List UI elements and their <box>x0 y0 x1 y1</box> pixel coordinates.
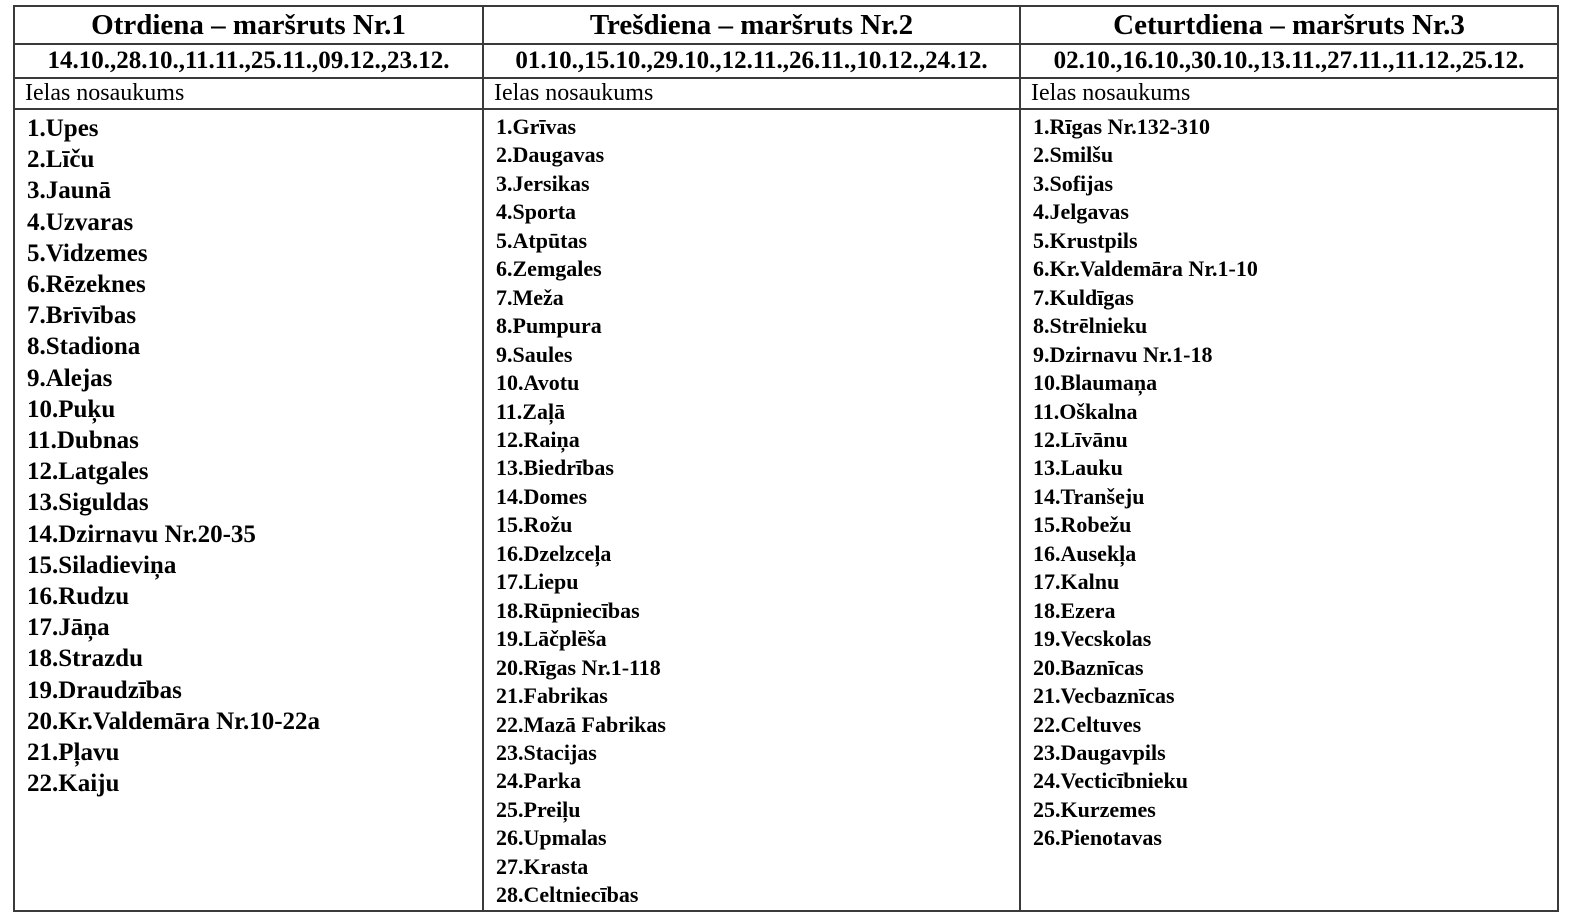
street-item: 16.Ausekļa <box>1033 540 1137 566</box>
street-item: 9.Alejas <box>27 364 113 392</box>
street-item: 22.Mazā Fabrikas <box>496 711 666 737</box>
street-item: 21.Pļavu <box>27 739 120 767</box>
street-item: 4.Uzvaras <box>27 208 134 236</box>
street-item: 21.Fabrikas <box>496 683 608 709</box>
dates-row <box>14 44 1558 78</box>
street-item: 6.Kr.Valdemāra Nr.1-10 <box>1033 256 1258 282</box>
street-item: 12.Latgales <box>27 458 149 486</box>
street-item: 13.Biedrības <box>496 455 614 481</box>
street-item: 1.Upes <box>27 115 99 142</box>
street-item: 1.Rīgas Nr.132-310 <box>1033 114 1211 139</box>
street-item: 15.Siladieviņa <box>27 551 177 579</box>
street-item: 22.Celtuves <box>1033 711 1142 737</box>
street-item: 23.Daugavpils <box>1033 739 1166 765</box>
street-item: 13.Siguldas <box>27 489 149 517</box>
street-item: 7.Brīvības <box>27 302 137 330</box>
street-item: 17.Jāņa <box>27 614 110 642</box>
street-item: 9.Dzirnavu Nr.1-18 <box>1033 341 1213 367</box>
street-item: 14.Dzirnavu Nr.20-35 <box>27 520 256 548</box>
streets-row <box>14 109 1558 911</box>
street-item: 14.Domes <box>496 483 588 509</box>
street-item: 28.Celtniecības <box>496 882 639 908</box>
street-item: 8.Stadiona <box>27 333 141 361</box>
street-item: 26.Pienotavas <box>1033 825 1162 851</box>
route-schedule-table <box>13 5 1559 912</box>
street-item: 13.Lauku <box>1033 455 1123 481</box>
street-item: 5.Vidzemes <box>27 239 148 267</box>
street-item: 18.Strazdu <box>27 645 143 673</box>
street-item: 21.Vecbaznīcas <box>1033 683 1175 709</box>
street-item: 20.Baznīcas <box>1033 654 1144 680</box>
street-item: 9.Saules <box>496 341 573 367</box>
route-2-street-label: Ielas nosaukums <box>483 78 1020 109</box>
street-item: 24.Vecticībnieku <box>1033 768 1189 794</box>
route-3-street-list <box>1033 113 1557 853</box>
street-item: 8.Pumpura <box>496 313 602 339</box>
street-item: 24.Parka <box>496 768 581 794</box>
street-item: 6.Zemgales <box>496 256 602 282</box>
street-item: 19.Draudzības <box>27 676 182 704</box>
street-item: 11.Oškalna <box>1033 398 1138 424</box>
route-2-dates: 01.10.,15.10.,29.10.,12.11.,26.11.,10.12.,24.12. <box>483 44 1020 78</box>
street-item: 2.Daugavas <box>496 142 605 168</box>
street-item: 26.Upmalas <box>496 825 607 851</box>
column-label-row <box>14 78 1558 109</box>
street-item: 2.Smilšu <box>1033 142 1114 168</box>
route-1-street-list <box>27 113 482 799</box>
street-item: 19.Vecskolas <box>1033 626 1152 652</box>
street-item: 20.Kr.Valdemāra Nr.10-22a <box>27 707 321 735</box>
street-item: 17.Liepu <box>496 569 579 595</box>
street-item: 2.Līču <box>27 146 95 174</box>
street-item: 5.Atpūtas <box>496 227 588 253</box>
street-item: 27.Krasta <box>496 853 589 879</box>
street-item: 4.Sporta <box>496 199 577 225</box>
route-2-street-list <box>496 113 1019 910</box>
route-3-title: Ceturtdiena – maršruts Nr.3 <box>1020 6 1558 44</box>
street-item: 8.Strēlnieku <box>1033 313 1148 339</box>
street-item: 10.Blaumaņa <box>1033 370 1158 396</box>
street-item: 11.Dubnas <box>27 427 139 455</box>
street-item: 3.Jersikas <box>496 170 590 196</box>
route-1-dates: 14.10.,28.10.,11.11.,25.11.,09.12.,23.12. <box>14 44 483 78</box>
street-item: 10.Puķu <box>27 395 116 423</box>
street-item: 3.Sofijas <box>1033 170 1114 196</box>
street-item: 20.Rīgas Nr.1-118 <box>496 654 661 680</box>
street-item: 15.Robežu <box>1033 512 1132 538</box>
street-item: 12.Līvānu <box>1033 426 1128 452</box>
route-3-dates: 02.10.,16.10.,30.10.,13.11.,27.11.,11.12.,25.12. <box>1020 44 1558 78</box>
street-item: 3.Jaunā <box>27 177 112 205</box>
street-item: 16.Dzelzceļa <box>496 540 612 566</box>
route-2-streets-cell <box>483 109 1020 911</box>
street-item: 15.Rožu <box>496 512 573 538</box>
street-item: 23.Stacijas <box>496 739 597 765</box>
route-1-street-label: Ielas nosaukums <box>14 78 483 109</box>
route-3-street-label: Ielas nosaukums <box>1020 78 1558 109</box>
street-item: 10.Avotu <box>496 370 580 396</box>
street-item: 17.Kalnu <box>1033 569 1120 595</box>
street-item: 18.Ezera <box>1033 597 1116 623</box>
street-item: 19.Lāčplēša <box>496 626 607 652</box>
street-item: 14.Tranšeju <box>1033 483 1145 509</box>
route-1-title: Otrdiena – maršruts Nr.1 <box>14 6 483 44</box>
street-item: 22.Kaiju <box>27 770 120 798</box>
street-item: 4.Jelgavas <box>1033 199 1129 225</box>
street-item: 7.Meža <box>496 284 564 310</box>
route-1-streets-cell <box>14 109 483 911</box>
street-item: 12.Raiņa <box>496 426 580 452</box>
street-item: 1.Grīvas <box>496 114 577 139</box>
street-item: 25.Kurzemes <box>1033 796 1156 822</box>
street-item: 5.Krustpils <box>1033 227 1138 253</box>
street-item: 18.Rūpniecības <box>496 597 640 623</box>
street-item: 11.Zaļā <box>496 398 566 424</box>
street-item: 16.Rudzu <box>27 583 130 611</box>
route-3-streets-cell <box>1020 109 1558 911</box>
street-item: 7.Kuldīgas <box>1033 284 1134 310</box>
title-row <box>14 6 1558 44</box>
street-item: 6.Rēzeknes <box>27 271 146 299</box>
street-item: 25.Preiļu <box>496 796 581 822</box>
route-2-title: Trešdiena – maršruts Nr.2 <box>483 6 1020 44</box>
